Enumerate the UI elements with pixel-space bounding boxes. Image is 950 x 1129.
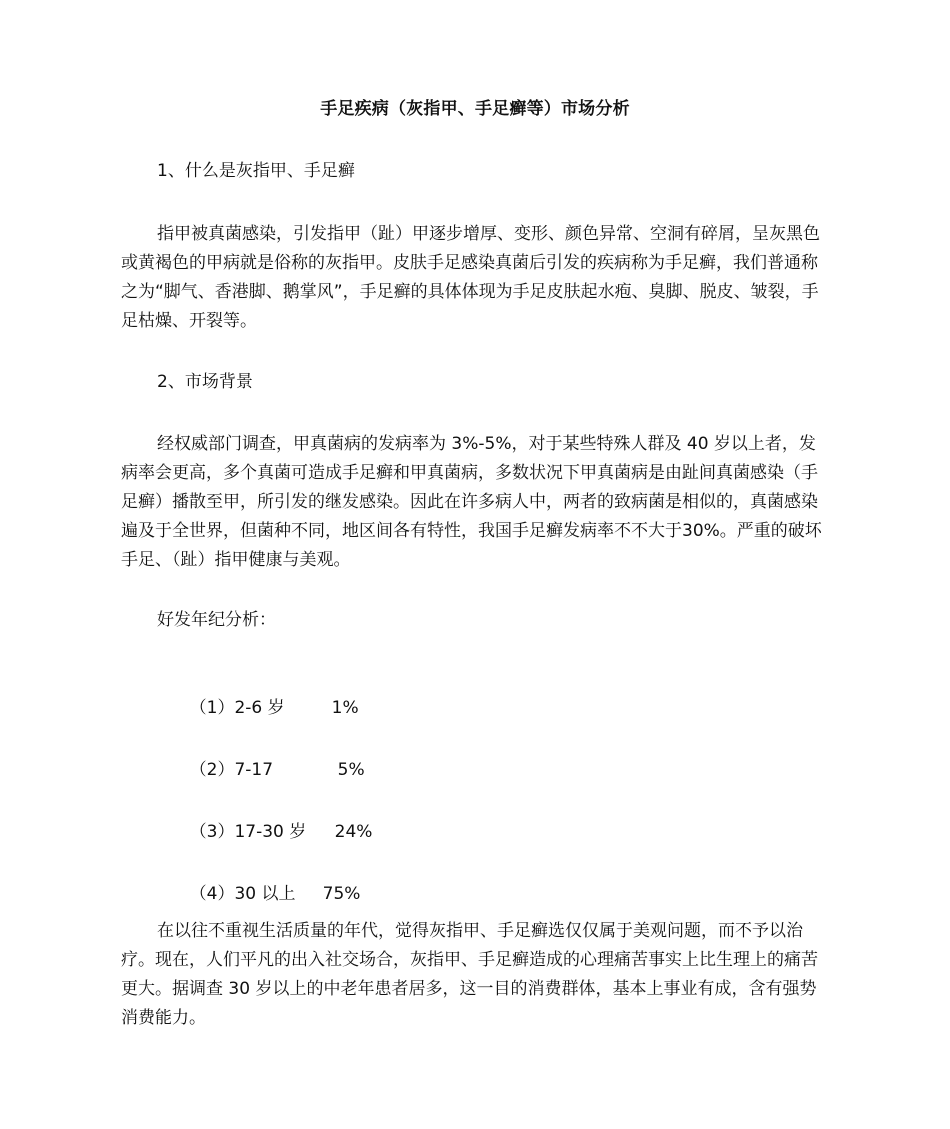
age-row-value: 75% [322, 884, 361, 904]
section2-heading: 2、市场背景 [157, 372, 253, 392]
age-row-value: 1% [331, 698, 359, 718]
section1-heading: 1、什么是灰指甲、手足癣 [157, 161, 355, 181]
document-title: 手足疾病（灰指甲、手足癣等）市场分析 [320, 99, 630, 119]
age-row-label: （4）30 以上 [189, 884, 296, 904]
age-row-value: 24% [334, 822, 373, 842]
section1-paragraph: 指甲被真菌感染，引发指甲（趾）甲逐步增厚、变形、颜色异常、空洞有碎屑，呈灰黑色或黄褐色的甲病就是俗称的灰指甲。皮肤手足感染真菌后引发的疾病称为手足癣，我们普通称之为“脚气、香港脚、鹅掌风”，手足癣的具体体现为手足皮肤起水疱、臭脚、脱皮、皱裂，手足枯燥、开裂等。 [121, 224, 820, 331]
section2-paragraph: 经权威部门调查，甲真菌病的发病率为 3%-5%，对于某些特殊人群及 40 岁以上者，发病率会更高，多个真菌可造成手足癣和甲真菌病，多数状况下甲真菌病是由趾间真菌感染（手足癣）播散至甲，所引发的继发感染。因此在许多病人中，两者的致病菌是相似的，真菌感染遍及于全世界，但菌种不同，地区间各有特性，我国手足癣发病率不不大于30%。严重的破坏手足、（趾）指甲健康与美观。 [121, 434, 822, 570]
age-analysis-intro: 好发年纪分析： [157, 610, 276, 630]
closing-paragraph: 在以往不重视生活质量的年代，觉得灰指甲、手足癣选仅仅属于美观问题，而不予以治疗。现在，人们平凡的出入社交场合，灰指甲、手足癣造成的心理痛苦事实上比生理上的痛苦更大。据调查 30 岁以上的中老年患者居多，这一目的消费群体，基本上事业有成，含有强势消费能力。 [121, 921, 818, 1028]
age-row-label: （2）7-17 [189, 760, 274, 780]
age-row-label: （1）2-6 岁 [189, 698, 285, 718]
age-row-value: 5% [337, 760, 365, 780]
age-row-label: （3）17-30 岁 [189, 822, 307, 842]
